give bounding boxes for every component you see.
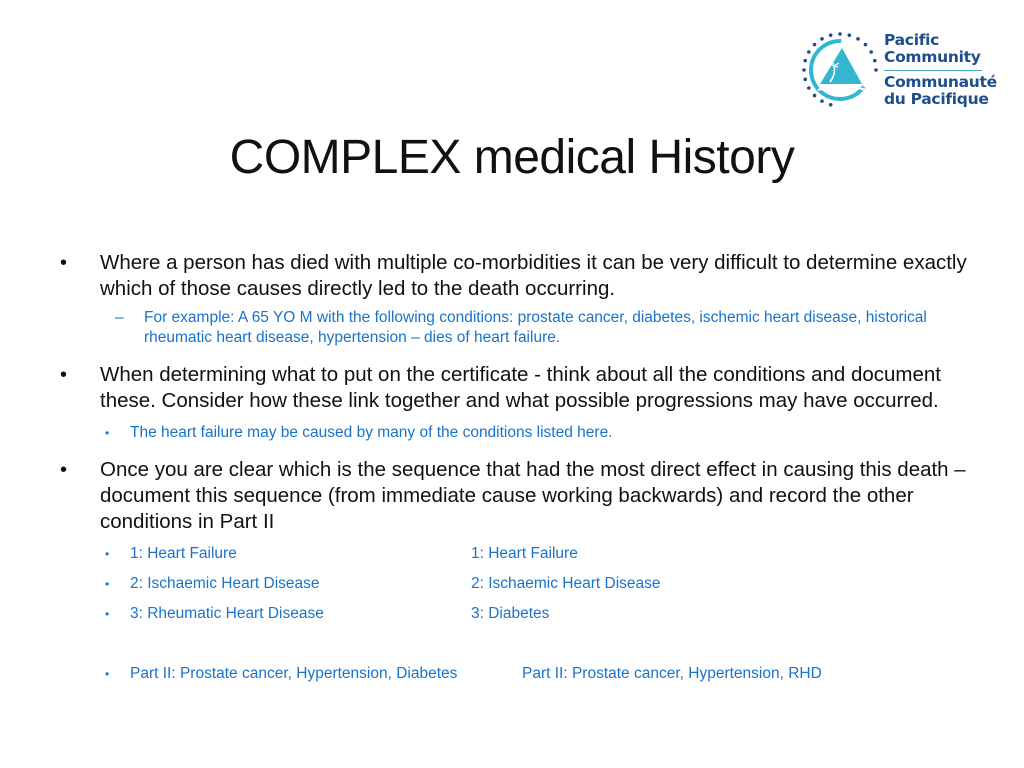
sequence-left: 3: Rheumatic Heart Disease bbox=[130, 605, 324, 622]
dot-marker: • bbox=[105, 607, 110, 621]
logo-line-2: Community bbox=[884, 48, 981, 66]
sequence-row-2 bbox=[58, 569, 978, 599]
slide-title: COMPLEX medical History bbox=[229, 131, 795, 184]
part-two-row bbox=[58, 659, 978, 689]
logo-line-4: du Pacifique bbox=[884, 90, 989, 108]
bullet-marker: • bbox=[60, 252, 68, 274]
logo-wordmark bbox=[884, 32, 997, 108]
sequence-right: 1: Heart Failure bbox=[471, 545, 578, 562]
sequence-row-3 bbox=[58, 599, 978, 629]
pacific-community-emblem-icon bbox=[800, 30, 880, 110]
bullet-marker: • bbox=[60, 364, 68, 386]
part-two-right: Part II: Prostate cancer, Hypertension, RHD bbox=[522, 665, 822, 682]
bullet-text: When determining what to put on the certificate - think about all the conditions and document these. Consider how these link together and what possible progressions may have occurred. bbox=[100, 363, 942, 412]
sub-bullet-example bbox=[58, 308, 978, 348]
emblem-star-dot bbox=[807, 86, 811, 90]
emblem-star-dot bbox=[848, 33, 852, 37]
bullet-1 bbox=[58, 250, 978, 302]
emblem-star-dot bbox=[864, 43, 868, 47]
logo-divider bbox=[884, 70, 982, 71]
dot-marker: • bbox=[105, 547, 110, 561]
bullet-3 bbox=[58, 457, 978, 535]
sequence-left: 1: Heart Failure bbox=[130, 545, 237, 562]
emblem-star-dot bbox=[803, 78, 807, 82]
dot-marker: • bbox=[105, 577, 110, 591]
emblem-star-dot bbox=[829, 33, 833, 37]
sequence-comparison bbox=[58, 539, 978, 689]
sequence-left: 2: Ischaemic Heart Disease bbox=[130, 575, 320, 592]
emblem-star-dot bbox=[856, 37, 860, 41]
dot-marker: • bbox=[105, 667, 110, 681]
emblem-star-dot bbox=[820, 99, 824, 103]
sequence-right: 2: Ischaemic Heart Disease bbox=[471, 575, 661, 592]
bullet-marker: • bbox=[60, 459, 68, 481]
emblem-star-dot bbox=[807, 50, 811, 54]
bullet-text: Once you are clear which is the sequence that had the most direct effect in causing this death – document this sequence (from immediate cause working backwards) and record the other conditions in Part II bbox=[100, 458, 966, 533]
emblem-star-dot bbox=[874, 68, 878, 72]
logo-line-3: Communauté bbox=[884, 73, 997, 91]
emblem-star-dot bbox=[802, 68, 806, 72]
sub-bullet-note bbox=[58, 423, 978, 443]
sequence-row-1 bbox=[58, 539, 978, 569]
slide-body bbox=[58, 250, 978, 689]
dot-marker: • bbox=[105, 426, 110, 440]
emblem-star-dot bbox=[803, 59, 807, 63]
emblem-star-dot bbox=[838, 32, 842, 36]
emblem-star-dot bbox=[869, 50, 873, 54]
bullet-2 bbox=[58, 362, 978, 414]
logo-line-1: Pacific bbox=[884, 31, 940, 49]
emblem-star-dot bbox=[829, 103, 833, 107]
emblem-star-dot bbox=[813, 94, 817, 98]
sub-bullet-text: The heart failure may be caused by many of the conditions listed here. bbox=[130, 424, 613, 441]
emblem-star-dot bbox=[813, 43, 817, 47]
sub-bullet-text: For example: A 65 YO M with the following conditions: prostate cancer, diabetes, ischemic heart disease, historical rheumatic heart disease, hypertension – dies of heart failure. bbox=[144, 309, 927, 346]
part-two-left: Part II: Prostate cancer, Hypertension, Diabetes bbox=[130, 665, 458, 682]
bullet-text: Where a person has died with multiple co-morbidities it can be very difficult to determine exactly which of those causes directly led to the death occurring. bbox=[100, 251, 967, 300]
emblem-star-dot bbox=[820, 37, 824, 41]
pacific-community-logo bbox=[800, 30, 997, 112]
sequence-right: 3: Diabetes bbox=[471, 605, 550, 622]
dash-marker: – bbox=[115, 309, 124, 326]
emblem-star-dot bbox=[873, 59, 877, 63]
